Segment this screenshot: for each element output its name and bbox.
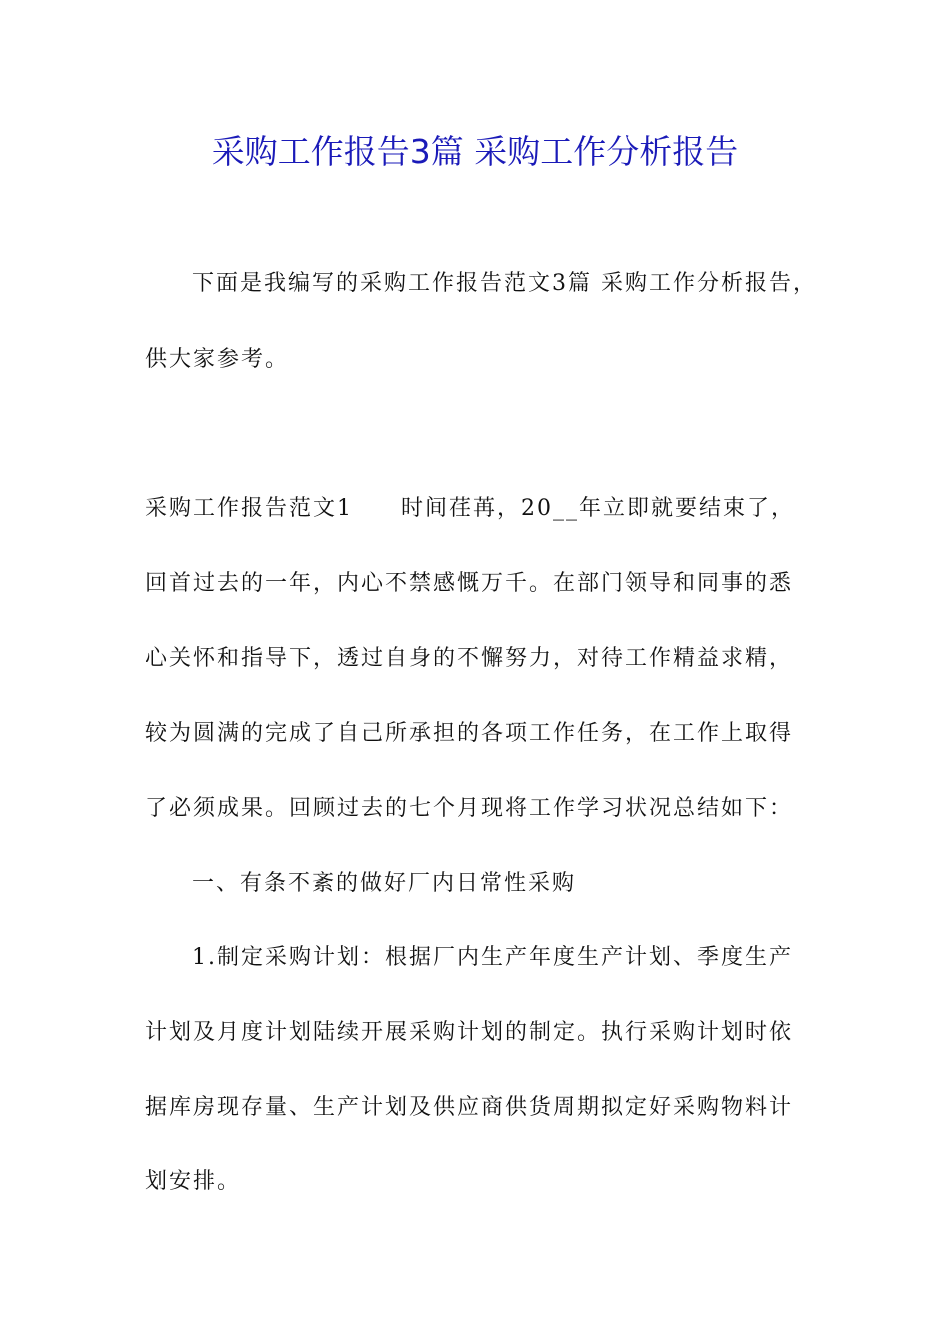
section-heading: 一、有条不紊的做好厂内日常性采购 [192,871,577,896]
paragraph-line: 采购工作报告范文1 时间荏苒，20__年立即就要结束了， [145,496,795,521]
paragraph-line: 计划及月度计划陆续开展采购计划的制定。执行采购计划时依 [145,1020,794,1045]
paragraph-line: 划安排。 [145,1169,242,1194]
paragraph-line: 下面是我编写的采购工作报告范文3篇 采购工作分析报告， [192,271,817,296]
paragraph-line: 较为圆满的完成了自己所承担的各项工作任务，在工作上取得 [145,721,794,746]
paragraph-line: 了必须成果。回顾过去的七个月现将工作学习状况总结如下： [145,796,794,821]
paragraph-line: 据库房现存量、生产计划及供应商供货周期拟定好采购物料计 [145,1095,794,1120]
paragraph-line: 心关怀和指导下，透过自身的不懈努力，对待工作精益求精， [145,646,794,671]
paragraph-line: 供大家参考。 [145,347,290,372]
document-title: 采购工作报告3篇 采购工作分析报告 [211,132,739,171]
paragraph-line: 回首过去的一年，内心不禁感慨万千。在部门领导和同事的悉 [145,571,794,596]
paragraph-line: 1.制定采购计划：根据厂内生产年度生产计划、季度生产 [192,945,793,970]
